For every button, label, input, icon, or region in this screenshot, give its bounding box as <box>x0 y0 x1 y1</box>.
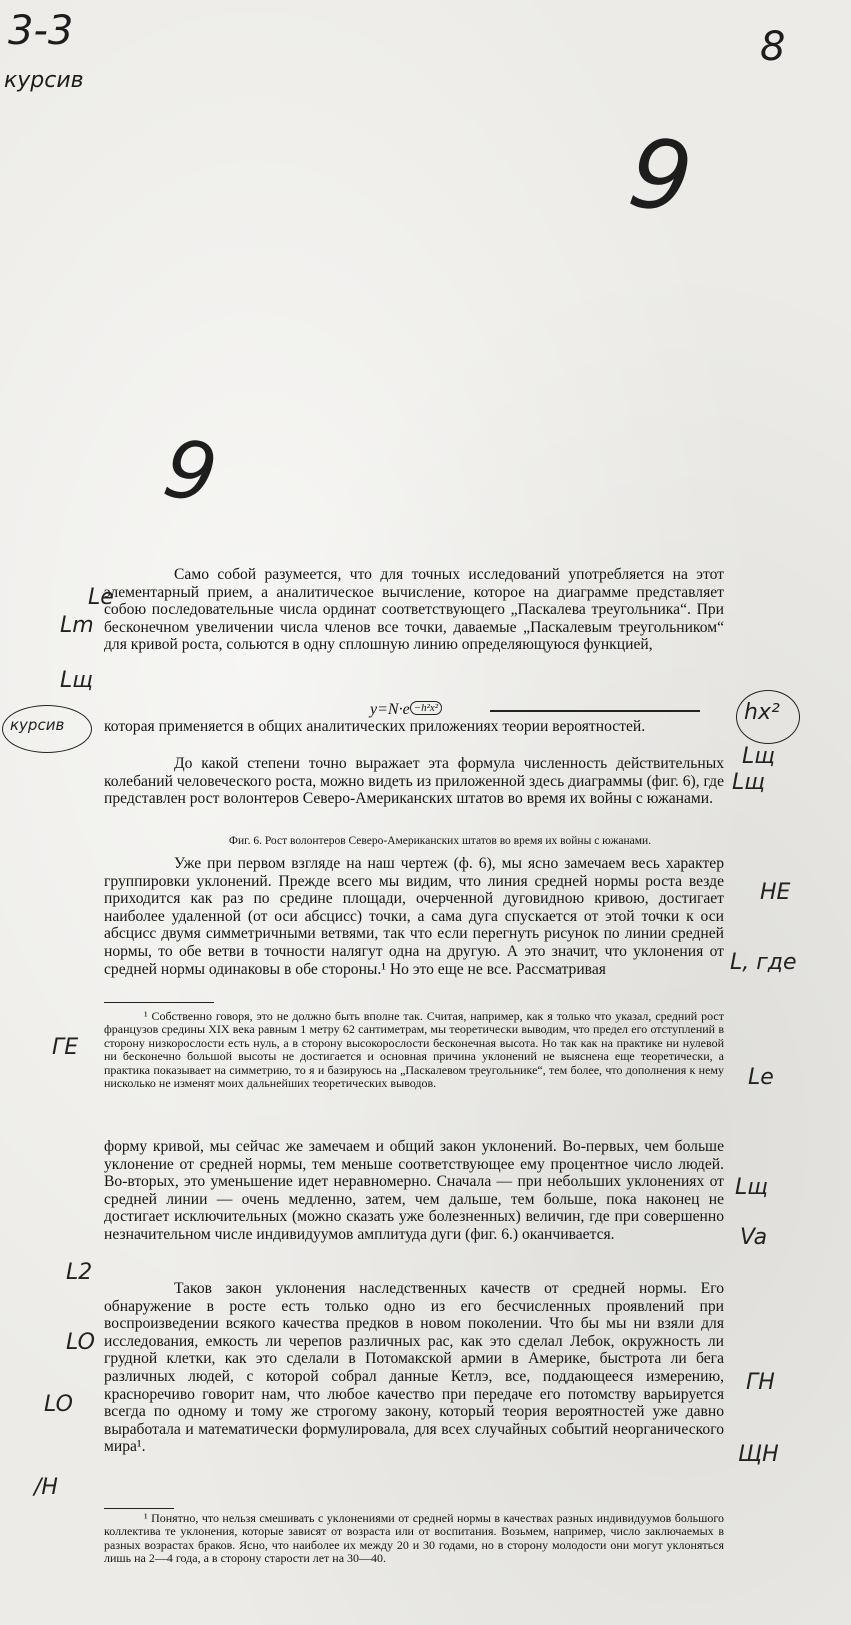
margin-note: Lщ <box>742 744 775 769</box>
footnote-2 <box>104 1512 724 1566</box>
handwritten-underline <box>490 710 700 712</box>
margin-note: Le <box>748 1065 774 1090</box>
margin-note: ЩН <box>738 1442 779 1467</box>
paragraph-3 <box>104 755 724 808</box>
footnote-rule-1 <box>104 1002 214 1003</box>
handwritten-large-number: 9 <box>622 116 699 236</box>
margin-note: ГН <box>746 1370 775 1395</box>
formula <box>370 701 442 719</box>
footnote-1 <box>104 1010 724 1090</box>
margin-note: L, где <box>730 950 797 975</box>
paragraph-4-text: Уже при первом взгляде на наш чертеж (ф. 6), мы ясно замечаем весь характер группировки уклонений. Прежде всего мы видим, что линия средней нормы роста везде приходится как раз по средине площади, очерченной дуговидною кривою, достигает наиболее удаленной (от оси абсцисс) точки, а сама дуга спускается от этой точки к оси абсцисс двумя симметричными ветвями, так что если перегнуть рисунок по линии средней нормы, то обе ветви в точности налягут одна на другую. А это значит, что уклонения от средней нормы одинаковы в обе стороны.¹ Но это еще не все. Рассматривая <box>104 855 724 978</box>
margin-note: LO <box>44 1392 73 1417</box>
paragraph-6-text: Таков закон уклонения наследственных качеств от средней нормы. Его обнаружение в росте есть только одно из его бесчисленных проявлений при воспроизведении всякого качества предков в новом поколении. Что бы мы ни взяли для исследования, емкость ли черепов различных рас, как это сделал Лебок, окружность ли грудной клетки, как это сделали в Потомакской армии в Америке, быстрота ли бега различных людей, с которой собрал данные Кетлэ, все, поддающееся измерению, красноречиво говорит нам, что любое качество при передаче его потомству варьируется всегда по одному и тому же строгому закону, который теория вероятностей уже давно выработала и математически формулировала, для всех случайных событий неорганического мира¹. <box>104 1280 724 1456</box>
margin-note: ГЕ <box>52 1035 79 1060</box>
paragraph-5 <box>104 1138 724 1244</box>
margin-note: /Н <box>34 1475 58 1500</box>
margin-note: Lm <box>60 613 94 638</box>
footnote-1-text: ¹ Собственно говоря, это не должно быть вполне так. Считая, например, как я только что указал, средний рост французов средины XIX века равным 1 метру 62 сантиметрам, мы теоретически выводим, что предел его отступлений в сторону низкорослости есть нуль, а в сторону высокорослости бесконечная высота. Но так как на практике ни нулевой ни бесконечно большой высоты не достигается и основная причина уклонений не выяснена еще теоретически, а практика показывает на симметрию, то я и базируюсь на „Паскалевом треугольнике“, тем более, что дополнения к нему нисколько не изменят моих дальнейших теоретических выводов. <box>104 1009 724 1091</box>
paragraph-1-text: Само собой разумеется, что для точных исследований употребляется на этот элементарный прием, а аналитическое вычисление, которое на диаграмме представляет собою последовательные числа ординат соответствующего „Паскалева треугольника“. При бесконечном увеличении числа членов все точки, даваемые „Паскалевым треугольником“ для кривой роста, сольются в одну сплошную линию определяющуюся функцией, <box>104 566 724 654</box>
paragraph-2 <box>104 718 724 736</box>
handwritten-note-top-left: курсив <box>4 68 84 93</box>
margin-note: Lщ <box>732 770 765 795</box>
paragraph-4 <box>104 855 724 978</box>
footnote-2-text: ¹ Понятно, что нельзя смешивать с уклонениями от средней нормы в качествах разных индивидуумов большого коллектива те уклонения, которые зависят от возраста или от воспитания. Возьмем, например, число заключаемых в разных возрастах браков. Ясно, что наиболее их между 20 и 30 годами, но в сторону молодости они могут уклоняться лишь на 2—4 года, а в сторону старости лет на 30—40. <box>104 1511 724 1566</box>
margin-note: hx² <box>744 700 780 725</box>
paragraph-2-text: которая применяется в общих аналитических приложениях теории вероятностей. <box>104 718 646 735</box>
paragraph-6 <box>104 1280 724 1456</box>
handwritten-middle-number: 9 <box>157 421 224 522</box>
handwritten-page-number-top-right: 8 <box>760 24 786 70</box>
paragraph-1 <box>104 566 724 654</box>
handwritten-page-code: 3-3 <box>8 8 74 54</box>
margin-note: L2 <box>66 1260 93 1285</box>
figure-caption: Фиг. 6. Рост волонтеров Северо-Американских штатов во время их войны с южанами. <box>228 835 652 847</box>
paragraph-3-text: До какой степени точно выражает эта формула численность действительных колебаний человеческого роста, можно видеть из приложенной здесь диаграммы (фиг. 6), где представлен рост волонтеров Северо-Американских штатов во время их войны с южанами. <box>104 755 724 808</box>
paragraph-5-text: форму кривой, мы сейчас же замечаем и общий закон уклонений. Во-первых, чем больше уклонение от средней нормы, тем меньше соответствующее ему процентное число людей. Во-вторых, это уменьшение идет неравномерно. Сначала — при небольших уклонениях от средней линии — очень медленно, затем, чем дальше, тем больше, пока наконец не достигает исключительных (можно сказать уже болезненных) величин, где при совершенно незначительном числе индивидуумов амплитуда дуги (фиг. 6.) оканчивается. <box>104 1138 724 1243</box>
formula-main: y=N·e <box>370 701 410 718</box>
margin-note: курсив <box>10 716 65 734</box>
margin-note: Lщ <box>735 1175 768 1200</box>
margin-note: Va <box>740 1225 768 1250</box>
margin-note: Le <box>88 585 114 610</box>
margin-note: НЕ <box>760 880 791 905</box>
margin-note: LO <box>66 1330 95 1355</box>
formula-exponent: −h²x² <box>410 701 442 715</box>
footnote-rule-2 <box>104 1508 174 1509</box>
margin-note: Lщ <box>60 668 93 693</box>
